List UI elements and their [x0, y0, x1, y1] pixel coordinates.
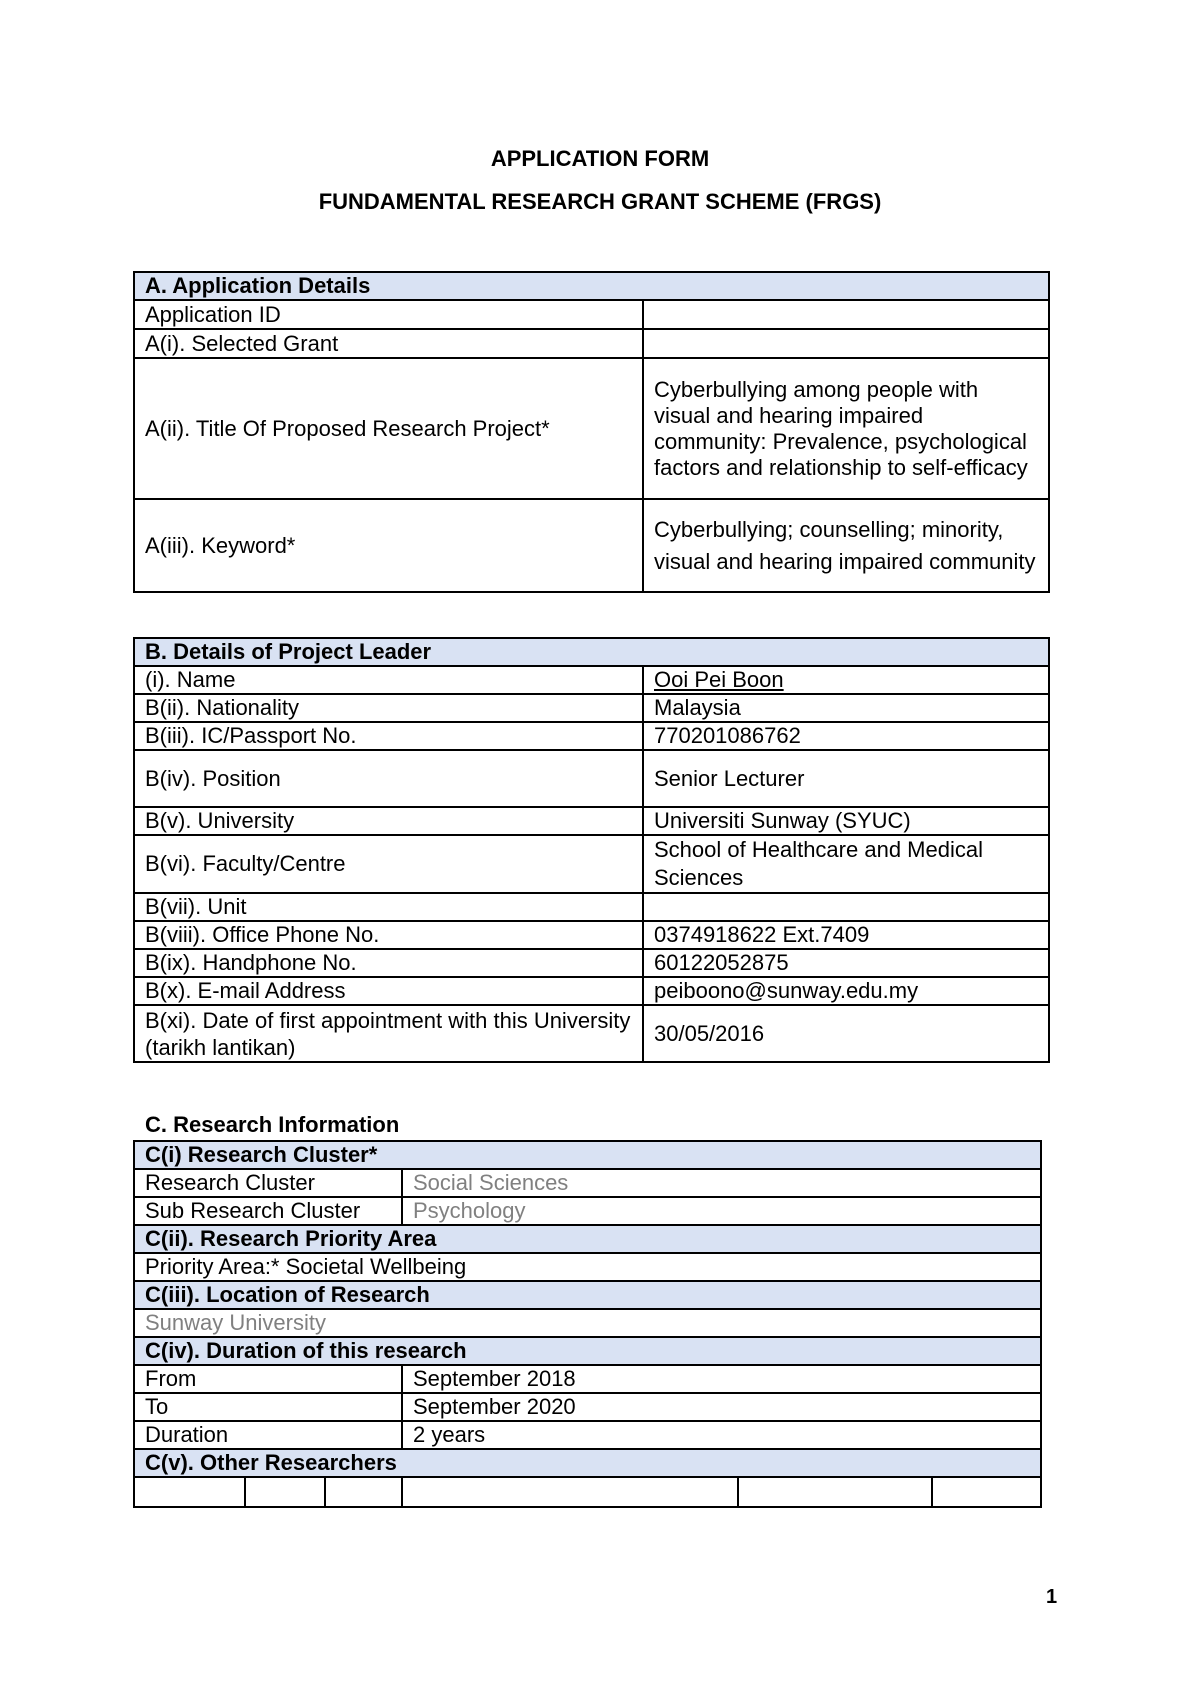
ic-passport-label: B(iii). IC/Passport No. [134, 722, 643, 750]
handphone-value: 60122052875 [643, 949, 1049, 977]
selected-grant-label: A(i). Selected Grant [134, 329, 643, 358]
other-researchers-cell [325, 1477, 402, 1507]
ic-passport-value: 770201086762 [643, 722, 1049, 750]
project-leader-table [133, 637, 1050, 1063]
section-c-label: C. Research Information [145, 1112, 400, 1137]
university-label: B(v). University [134, 807, 643, 835]
from-label: From [134, 1365, 402, 1393]
priority-area-text: Priority Area:* Societal Wellbeing [134, 1253, 1041, 1281]
appointment-date-value: 30/05/2016 [643, 1005, 1049, 1062]
duration-heading: C(iv). Duration of this research [134, 1337, 1041, 1365]
form-title: APPLICATION FORM [490, 146, 710, 171]
location-text: Sunway University [134, 1309, 1041, 1337]
name-value [643, 666, 1049, 694]
position-label: B(iv). Position [134, 750, 643, 807]
sub-research-cluster-value: Psychology [402, 1197, 1041, 1225]
to-value: September 2020 [402, 1393, 1041, 1421]
sub-research-cluster-label: Sub Research Cluster [134, 1197, 402, 1225]
project-title-value: Cyberbullying among people with visual and hearing impaired community: Prevalence, psychological factors and relationship to self-efficacy [643, 358, 1049, 499]
application-id-value [643, 300, 1049, 329]
email-label: B(x). E-mail Address [134, 977, 643, 1005]
section-b-heading: B. Details of Project Leader [134, 638, 1049, 666]
appointment-date-label: B(xi). Date of first appointment with this University (tarikh lantikan) [134, 1005, 643, 1062]
other-researchers-cell [738, 1477, 932, 1507]
research-cluster-heading: C(i) Research Cluster* [134, 1141, 1041, 1169]
name-label: (i). Name [134, 666, 643, 694]
research-cluster-value: Social Sciences [402, 1169, 1041, 1197]
location-heading: C(iii). Location of Research [134, 1281, 1041, 1309]
position-value: Senior Lecturer [643, 750, 1049, 807]
university-value: Universiti Sunway (SYUC) [643, 807, 1049, 835]
project-title-label: A(ii). Title Of Proposed Research Project* [134, 358, 643, 499]
duration-value: 2 years [402, 1421, 1041, 1449]
unit-label: B(vii). Unit [134, 893, 643, 921]
faculty-label: B(vi). Faculty/Centre [134, 835, 643, 893]
other-researchers-cell [402, 1477, 738, 1507]
handphone-label: B(ix). Handphone No. [134, 949, 643, 977]
email-value: peiboono@sunway.edu.my [643, 977, 1049, 1005]
form-subtitle: FUNDAMENTAL RESEARCH GRANT SCHEME (FRGS) [318, 189, 882, 214]
other-researchers-cell [134, 1477, 245, 1507]
faculty-value: School of Healthcare and Medical Sciences [643, 835, 1049, 893]
keyword-value: Cyberbullying; counselling; minority, visual and hearing impaired community [643, 499, 1049, 592]
duration-label: Duration [134, 1421, 402, 1449]
nationality-value: Malaysia [643, 694, 1049, 722]
research-cluster-label: Research Cluster [134, 1169, 402, 1197]
other-researchers-heading: C(v). Other Researchers [134, 1449, 1041, 1477]
page-number: 1 [1046, 1586, 1058, 1608]
office-phone-value: 0374918622 Ext.7409 [643, 921, 1049, 949]
office-phone-label: B(viii). Office Phone No. [134, 921, 643, 949]
from-value: September 2018 [402, 1365, 1041, 1393]
research-information-table [133, 1140, 1042, 1508]
other-researchers-cell [245, 1477, 325, 1507]
nationality-label: B(ii). Nationality [134, 694, 643, 722]
keyword-label: A(iii). Keyword* [134, 499, 643, 592]
section-a-heading: A. Application Details [134, 272, 1049, 300]
application-id-label: Application ID [134, 300, 643, 329]
unit-value [643, 893, 1049, 921]
selected-grant-value [643, 329, 1049, 358]
priority-area-heading: C(ii). Research Priority Area [134, 1225, 1041, 1253]
application-details-table [133, 271, 1050, 593]
other-researchers-cell [932, 1477, 1041, 1507]
to-label: To [134, 1393, 402, 1421]
name-text: Ooi Pei Boon [654, 667, 784, 692]
